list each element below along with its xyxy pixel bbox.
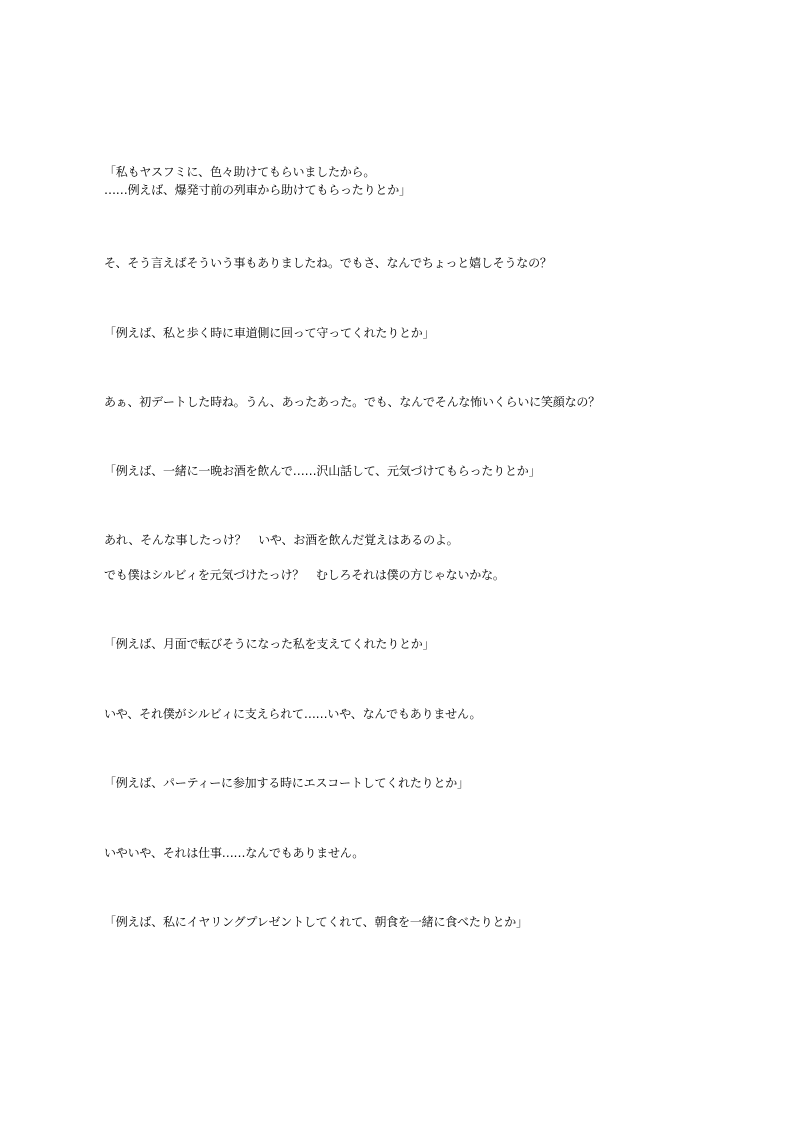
narration-line: いや、それ僕がシルビィに支えられて……いや、なんでもありません。 [104,707,482,721]
dialogue-line: ……例えば、爆発寸前の列車から助けてもらったりとか」 [104,183,411,197]
narration-line: そ、そう言えばそういう事もありましたね。でもさ、なんでちょっと嬉しそうなの？ [104,256,552,270]
dialogue-line: 「例えば、月面で転びそうになった私を支えてくれたりとか」 [104,637,435,651]
dialogue-line: 「例えば、私にイヤリングプレゼントしてくれて、朝食を一緒に食べたりとか」 [104,915,528,929]
narration-line: あぁ、初デートした時ね。うん、あったあった。でも、なんでそんな怖いくらいに笑顔なの？ [104,395,600,409]
dialogue-line: 「例えば、私と歩く時に車道側に回って守ってくれたりとか」 [104,326,435,340]
narration-line: でも僕はシルビィを元気づけたっけ？ むしろそれは僕の方じゃないかな。 [104,568,505,582]
narration-line: あれ、そんな事したっけ？ いや、お酒を飲んだ覚えはあるのよ。 [104,533,459,547]
dialogue-line: 「私もヤスフミに、色々助けてもらいましたから。 [104,165,376,179]
narration-line: いやいや、それは仕事……なんでもありません。 [104,846,365,860]
dialogue-line: 「例えば、一緒に一晩お酒を飲んで……沢山話して、元気づけてもらったりとか」 [104,464,541,478]
dialogue-line: 「例えば、パーティーに参加する時にエスコートしてくれたりとか」 [104,776,469,790]
